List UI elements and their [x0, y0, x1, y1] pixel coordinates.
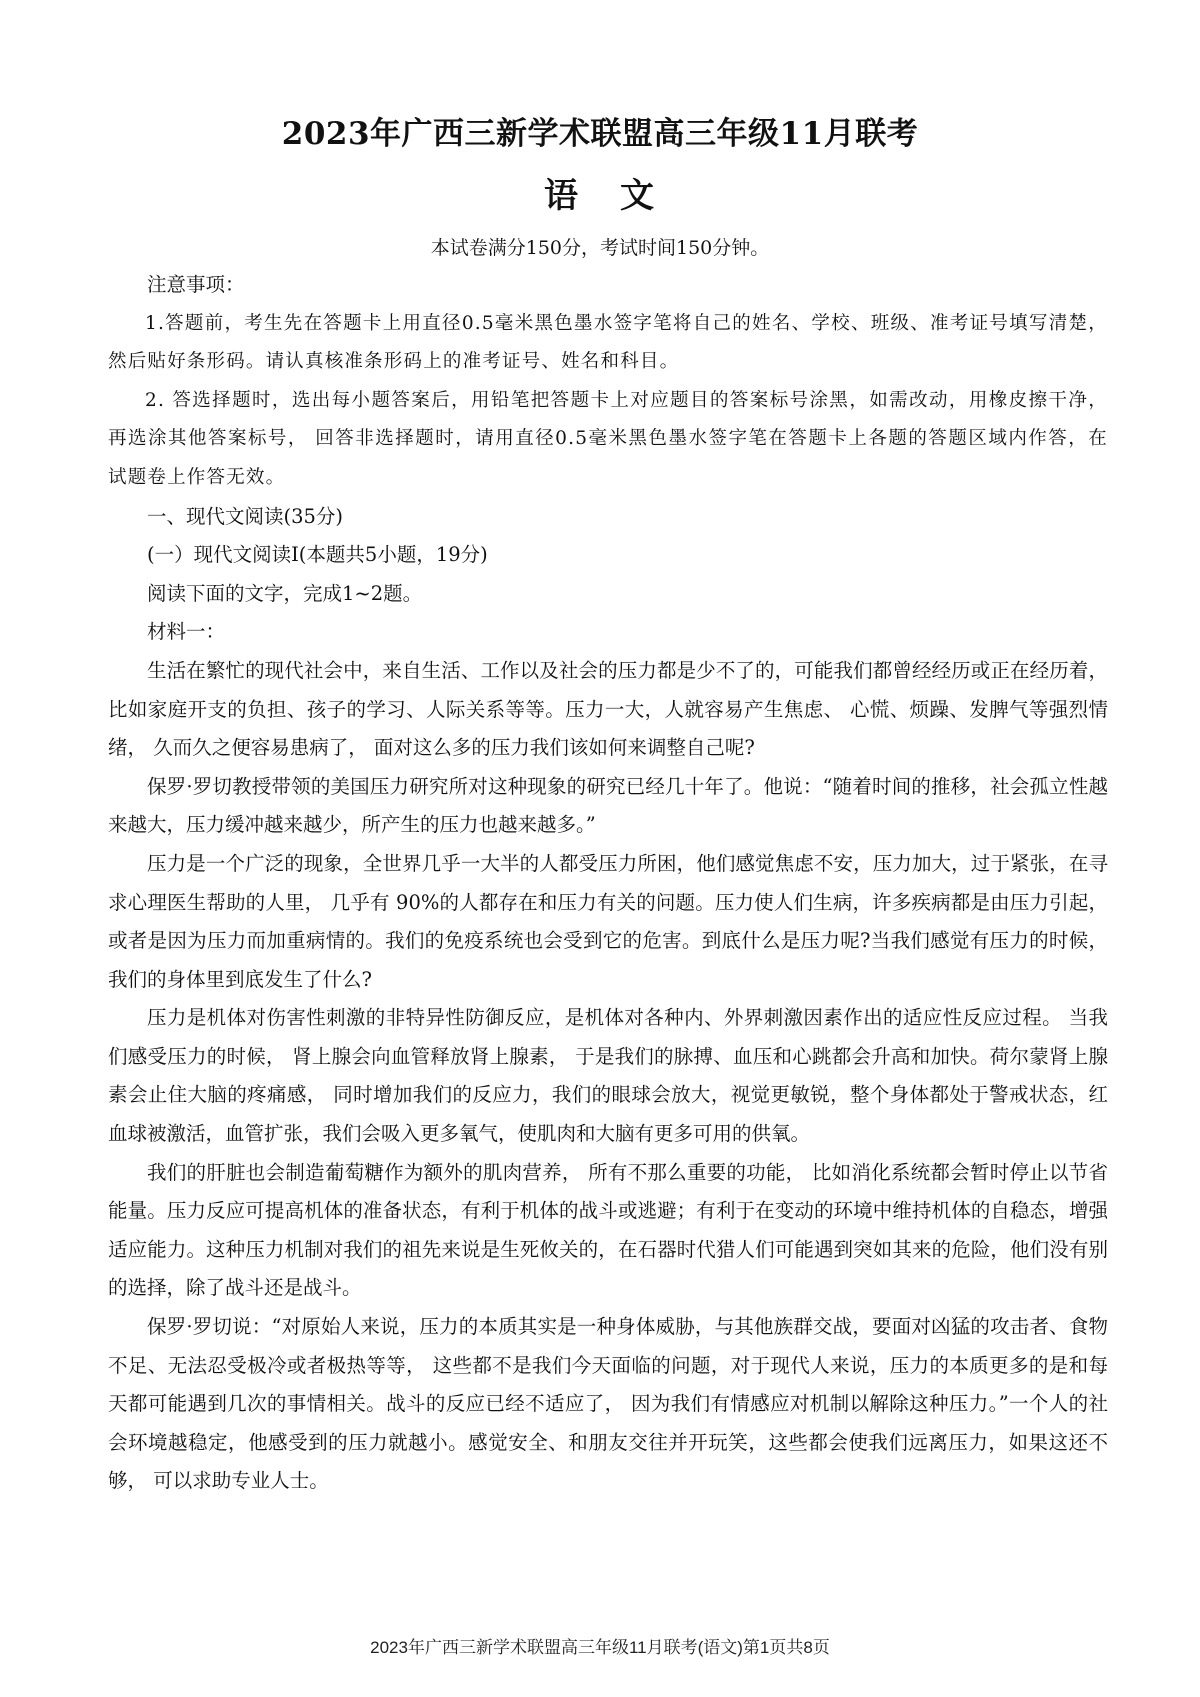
subject-char-2: 文 — [620, 176, 656, 216]
note-item-2-text: 2. 答选择题时，选出每小题答案后，用铅笔把答题卡上对应题目的答案标号涂黑，如需改动，用橡皮擦干净，再选涂其他答案标号， 回答非选择题时，请用直径0.5毫米黑色墨水签字笔在答题卡上各题的答题区域内作答，在试题卷上作答无效。 — [108, 389, 1108, 488]
exam-title: 2023年广西三新学术联盟高三年级11月联考 — [281, 116, 919, 152]
exam-info: 本试卷满分150分，考试时间150分钟。 — [430, 237, 770, 259]
sub-heading: (一）现代文阅读Ⅰ(本题共5小题，19分) — [147, 543, 488, 567]
part-heading: 一、现代文阅读(35分) — [147, 504, 344, 528]
page-footer: 2023年广西三新学术联盟高三年级11月联考(语文)第1页共8页 — [370, 1638, 830, 1657]
subject-char-1: 语 — [544, 176, 580, 216]
note-item-1-text: 1.答题前，考生先在答题卡上用直径0.5毫米黑色墨水签字笔将自己的姓名、学校、班级、准考证号填写清楚，然后贴好条形码。请认真核准条形码上的准考证号、姓名和科目。 — [108, 312, 1108, 373]
subject-title — [0, 172, 1200, 220]
notes-section — [108, 305, 1108, 498]
paragraph: 我们的肝脏也会制造葡萄糖作为额外的肌肉营养， 所有不那么重要的功能， 比如消化系统都会暂时停止以节省能量。压力反应可提高机体的准备状态，有利于机体的战斗或逃避；有利于在变动的环境中维持机体的自稳态，增强适应能力。这种压力机制对我们的祖先来说是生死攸关的，在石器时代猎人们可能遇到突如其来的危险，他们没有别的选择，除了战斗还是战斗。 — [108, 1160, 1108, 1300]
note-item-1 — [108, 305, 1108, 382]
exam-body — [108, 266, 1108, 1501]
paragraph: 压力是一个广泛的现象，全世界几乎一大半的人都受压力所困，他们感觉焦虑不安，压力加大，过于紧张，在寻求心理医生帮助的人里， 几乎有 90%的人都存在和压力有关的问题。压力使人们生病，许多疾病都是由压力引起，或者是因为压力而加重病情的。我们的免疫系统也会受到它的危害。到底什么是压力呢?当我们感觉有压力的时候，我们的身体里到底发生了什么? — [108, 851, 1108, 991]
material-label: 材料一： — [147, 620, 226, 644]
paragraph: 压力是机体对伤害性刺激的非特异性防御反应，是机体对各种内、外界刺激因素作出的适应性反应过程。 当我们感受压力的时候， 肾上腺会向血管释放肾上腺素， 于是我们的脉搏、血压和心跳都会升高和加快。荷尔蒙肾上腺素会止住大脑的疼痛感， 同时增加我们的反应力，我们的眼球会放大，视觉更敏锐，整个身体都处于警戒状态，红血球被激活，血管扩张，我们会吸入更多氧气，使肌肉和大脑有更多可用的供氧。 — [108, 1006, 1108, 1146]
note-item-2 — [108, 382, 1108, 498]
paragraph: 生活在繁忙的现代社会中，来自生活、工作以及社会的压力都是少不了的，可能我们都曾经经历或正在经历着， 比如家庭开支的负担、孩子的学习、人际关系等等。压力一大，人就容易产生焦虑、 心慌、烦躁、发脾气等强烈情绪， 久而久之便容易患病了， 面对这么多的压力我们该如何来调整自己呢? — [108, 658, 1108, 760]
paragraph: 保罗·罗切教授带领的美国压力研究所对这种现象的研究已经几十年了。他说：“随着时间的推移，社会孤立性越来越大，压力缓冲越来越少，所产生的压力也越来越多。” — [108, 774, 1108, 837]
reading-instruction: 阅读下面的文字，完成1~2题。 — [147, 581, 423, 605]
paragraph: 保罗·罗切说：“对原始人来说，压力的本质其实是一种身体威胁，与其他族群交战，要面对凶猛的攻击者、食物不足、无法忍受极冷或者极热等等， 这些都不是我们今天面临的问题，对于现代人来说，压力的本质更多的是和每天都可能遇到几次的事情相关。战斗的反应已经不适应了， 因为我们有情感应对机制以解除这种压力。”一个人的社会环境越稳定，他感受到的压力就越小。感觉安全、和朋友交往并开玩笑，这些都会使我们远离压力，如果这还不够， 可以求助专业人士。 — [108, 1315, 1108, 1493]
notes-heading: 注意事项： — [147, 273, 245, 296]
